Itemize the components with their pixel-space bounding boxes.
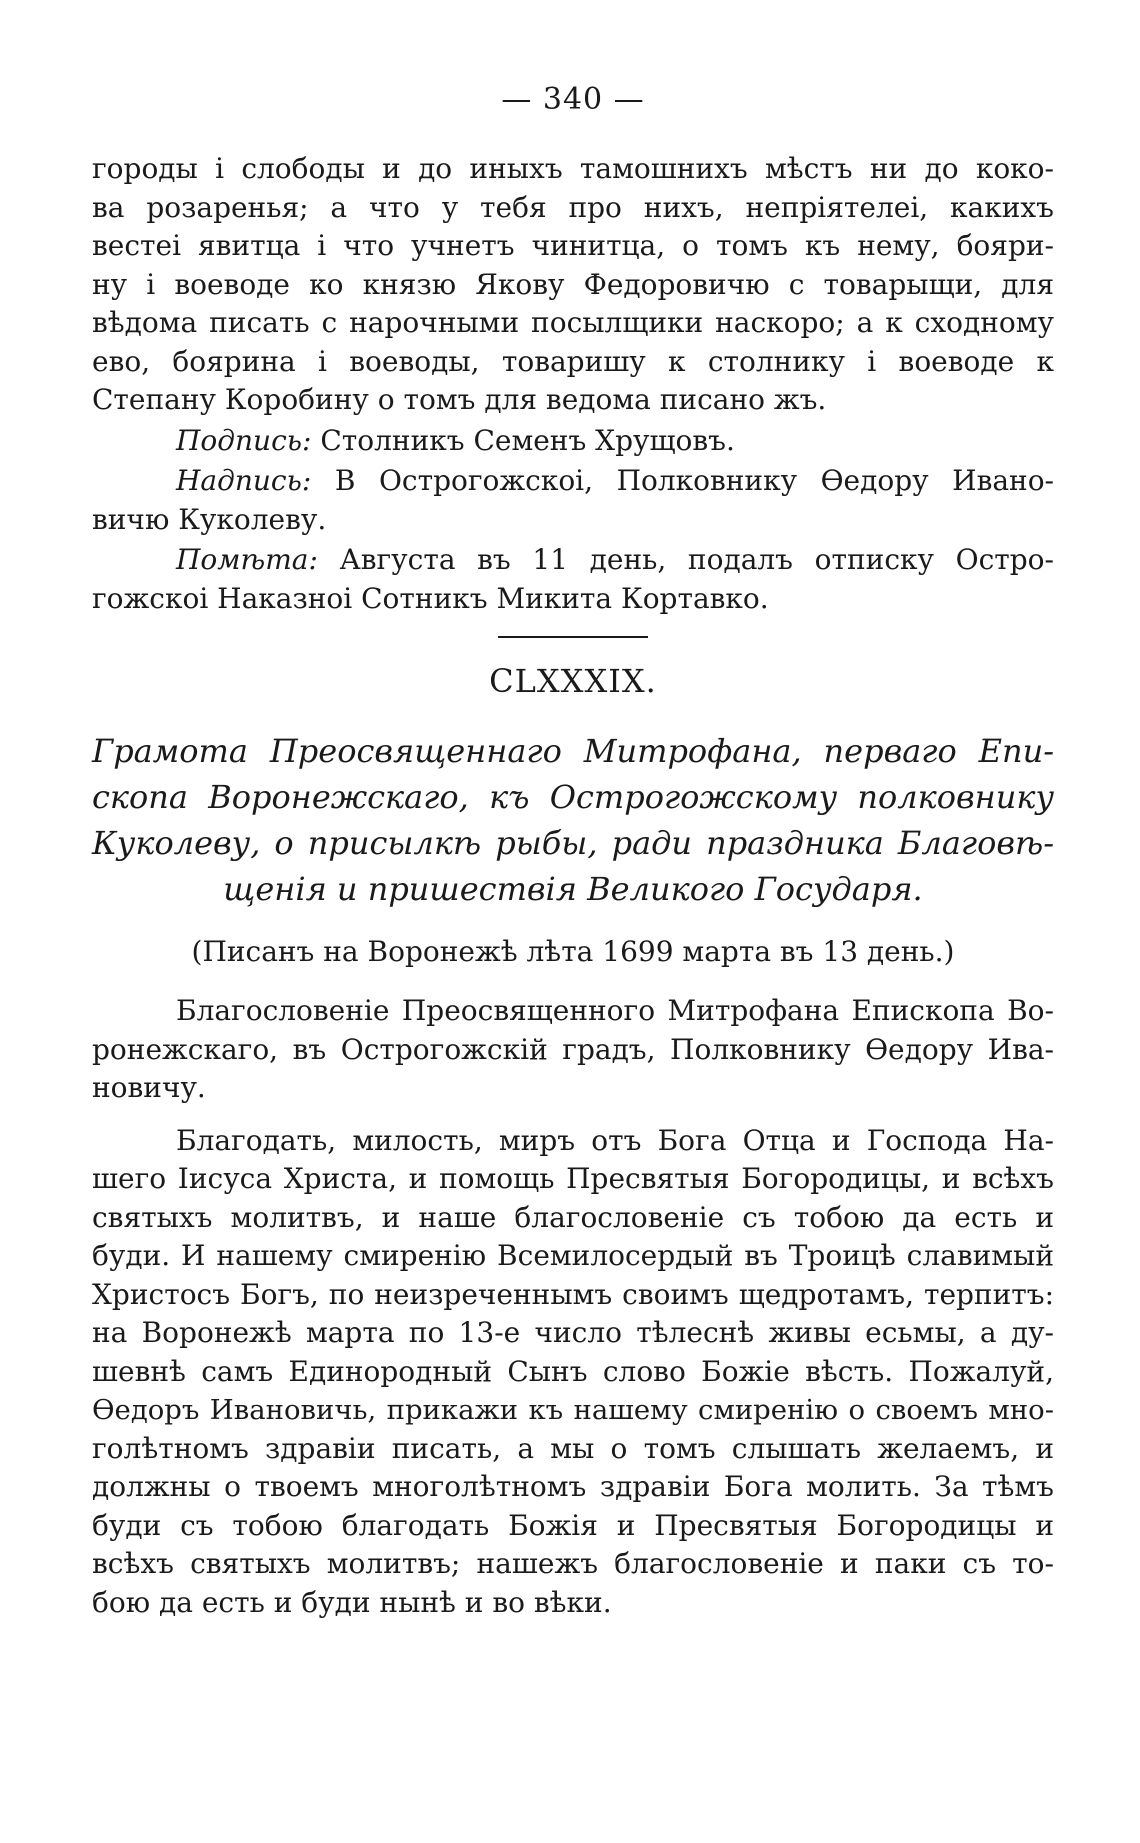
note-label: Подпись: — [176, 423, 312, 457]
text-line: ево, боярина і воеводы, товаришу к столнику і воеводе к — [92, 344, 1054, 378]
body-paragraph — [92, 992, 1054, 1108]
section-divider — [498, 636, 648, 638]
text-line: Благословеніе Преосвященного Митрофана Епископа Во- — [176, 994, 1054, 1027]
title-line: скопа Воронежскаго, къ Острогожскому полковнику — [92, 778, 1054, 816]
note-text: В Острогожскоі, Полковнику Ѳедору Ивано- — [334, 464, 1055, 497]
remark-note — [92, 541, 1054, 618]
text-line: ронежскаго, въ Острогожскій градъ, Полковнику Ѳедору Ива- — [92, 1032, 1054, 1066]
address-note — [92, 462, 1054, 539]
text-line: буди. И нашему смиренію Всемилосердый въ Троицѣ славимый — [92, 1239, 1054, 1272]
text-line: бою да есть и буди нынѣ и во вѣки. — [92, 1585, 612, 1619]
note-line — [92, 422, 1054, 461]
note-text: Августа въ 11 день, подалъ отписку Остро- — [339, 543, 1054, 576]
text-line: шевнѣ самъ Единородный Сынъ слово Божіе вѣсть. Пожалуй, — [92, 1354, 1054, 1388]
text-line: шего Іисуса Христа, и помощь Пресвятыя Богородицы, и всѣхъ — [92, 1162, 1054, 1195]
text-line: на Воронежѣ марта по 13-е число тѣлеснѣ живы есьмы, а ду- — [92, 1316, 1054, 1349]
book-page — [92, 78, 1054, 1636]
note-label: Надпись: — [176, 464, 312, 497]
text-line: новичу. — [92, 1071, 206, 1104]
text-line: Христосъ Богъ, по неизреченнымъ своимъ щедротамъ, терпитъ: — [92, 1277, 1054, 1311]
body-paragraph — [92, 1122, 1054, 1623]
text-line: ва розаренья; а что у тебя про нихъ, непріятелеі, какихъ — [92, 190, 1054, 224]
text-line: вѣдома писать с нарочными посылщики наскоро; а к сходному — [92, 306, 1054, 339]
signature-note — [92, 422, 1054, 461]
text-line: вестеі явитца і что учнетъ чинитца, о томъ къ нему, бояри- — [92, 229, 1054, 262]
title-line: Грамота Преосвященнаго Митрофана, перваго Епи- — [92, 732, 1054, 770]
text-line: Ѳедоръ Ивановичь, прикажи къ нашему смиренію о своемъ мно- — [92, 1394, 1054, 1426]
document-title — [92, 728, 1054, 912]
note-line — [92, 541, 1054, 580]
date-line: (Писанъ на Воронежѣ лѣта 1699 марта въ 13 день.) — [191, 935, 955, 968]
text-line: должны о твоемъ многолѣтномъ здравіи Бога молить. За тѣмъ — [92, 1470, 1054, 1503]
text-line: голѣтномъ здравіи писать, а мы о томъ слышать желаемъ, и — [92, 1431, 1054, 1465]
text-line: Степану Коробину о томъ для ведома писано жъ. — [92, 383, 827, 416]
note-line: гожскоі Наказноі Сотникъ Микита Кортавко. — [92, 581, 769, 615]
note-line: вичю Куколеву. — [92, 502, 327, 536]
text-line: всѣхъ святыхъ молитвъ; нашежъ благословеніе и паки съ то- — [92, 1547, 1054, 1580]
note-text: Столникъ Семенъ Хрущовъ. — [320, 423, 735, 457]
opening-paragraph — [92, 150, 1054, 420]
title-line: Куколеву, о присылкѣ рыбы, ради праздника Благовѣ- — [92, 824, 1054, 862]
text-line: городы і слободы и до иныхъ тамошнихъ мѣстъ ни до коко- — [92, 152, 1054, 185]
section-number: CLXXXIX. — [489, 662, 657, 700]
text-line: Благодать, милость, миръ отъ Бога Отца и Господа На- — [176, 1123, 1054, 1157]
text-line: ну і воеводе ко князю Якову Федоровичю с товарыщи, для — [92, 267, 1054, 301]
text-line: буди съ тобою благодать Божія и Пресвятыя Богородицы и — [92, 1508, 1054, 1542]
note-label: Помѣта: — [176, 543, 318, 576]
page-number: — 340 — — [501, 82, 645, 117]
note-line — [92, 462, 1054, 501]
text-line: святыхъ молитвъ, и наше благословеніе съ тобою да есть и — [92, 1200, 1054, 1234]
title-line: щенія и пришествія Великого Государя. — [223, 870, 923, 908]
